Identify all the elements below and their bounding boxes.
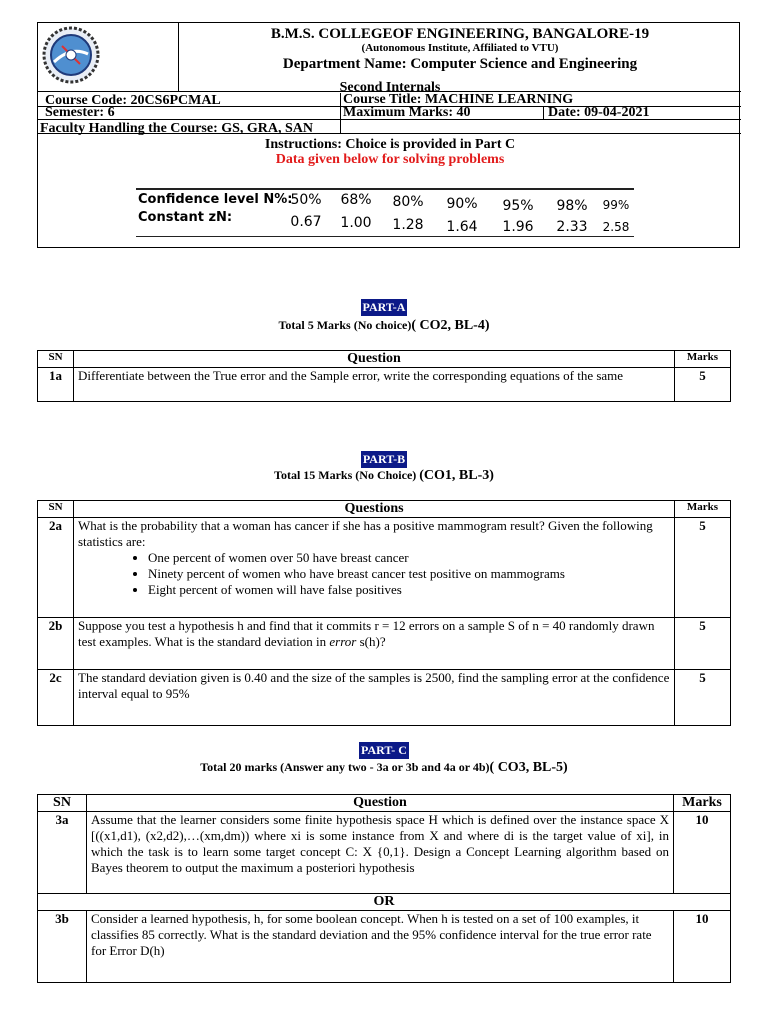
- question-text-part: Suppose you test a hypothesis h and find that it commits r = 12 errors on a sample S of n = 40 randomly drawn test examples. What is the standard deviation in: [78, 618, 655, 649]
- list-item: • Eight percent of women will have false positives: [148, 582, 670, 598]
- col-sn: SN: [38, 351, 74, 368]
- question-text: Consider a learned hypothesis, h, for some boolean concept. When h is tested on a set of 100 examples, it classifies 85 correctly. What is the standard deviation and the 95% confidence interval for the true error rate for Error D(h): [87, 911, 674, 983]
- list-item: • Ninety percent of women who have breast cancer test positive on mammograms: [148, 566, 670, 582]
- confidence-level: 68%: [340, 192, 372, 208]
- confidence-rule: [136, 188, 634, 190]
- table-row: [38, 368, 731, 402]
- question-number: 3b: [38, 911, 87, 983]
- col-sn: SN: [38, 501, 74, 518]
- table-row: [38, 670, 731, 726]
- faculty: Faculty Handling the Course: GS, GRA, SAN: [40, 121, 314, 136]
- question-cell: [74, 518, 675, 618]
- part-b-title-text: Total 15 Marks (No Choice): [274, 468, 417, 482]
- col-sn: SN: [38, 795, 87, 812]
- confidence-table: [136, 188, 636, 250]
- constant-value: 1.96: [502, 219, 534, 235]
- part-a-heading: [0, 298, 768, 316]
- question-marks: 5: [675, 368, 731, 402]
- part-c-tag: PART- C: [361, 743, 407, 757]
- question-marks: 10: [674, 812, 731, 894]
- constant-value: 1.28: [392, 217, 424, 233]
- college-logo: [42, 26, 100, 84]
- autonomous-line: (Autonomous Institute, Affiliated to VTU): [361, 42, 559, 54]
- col-question: Question: [74, 351, 675, 368]
- table-row: [38, 618, 731, 670]
- part-a-co: ( CO2, BL-4): [411, 318, 490, 333]
- part-c-heading: [0, 741, 768, 759]
- table-row: [38, 911, 731, 983]
- question-marks: 5: [675, 618, 731, 670]
- constant-value: 2.33: [556, 219, 588, 235]
- college-name: B.M.S. COLLEGEOF ENGINEERING, BANGALORE-19: [270, 26, 650, 42]
- part-c-table: [37, 794, 731, 983]
- course-code: Course Code: 20CS6PCMAL: [45, 93, 221, 108]
- confidence-level: 90%: [446, 196, 478, 212]
- confidence-level-label: Confidence level N%:: [138, 192, 293, 207]
- question-text-part: s(h)?: [356, 634, 386, 649]
- col-marks: Marks: [675, 351, 731, 368]
- question-number: 3a: [38, 812, 87, 894]
- question-text: Differentiate between the True error and the Sample error, write the corresponding equations of the same: [74, 368, 675, 402]
- part-a-table: [37, 350, 731, 402]
- exam-date: Date: 09-04-2021: [548, 105, 650, 120]
- confidence-level: 95%: [502, 198, 534, 214]
- course-title: Course Title: MACHINE LEARNING: [343, 92, 574, 107]
- department-name: Department Name: Computer Science and Engineering: [282, 56, 638, 72]
- constant-value: 1.00: [340, 215, 372, 231]
- or-row: [38, 894, 731, 911]
- col-questions: Questions: [74, 501, 675, 518]
- confidence-level: 99%: [602, 198, 630, 212]
- table-row: [38, 518, 731, 618]
- part-b-title: [0, 468, 768, 484]
- question-number: 2b: [38, 618, 74, 670]
- question-marks: 5: [675, 518, 731, 618]
- header-col-divider: [340, 93, 341, 133]
- constant-label: Constant zN:: [138, 210, 233, 225]
- logo-divider: [178, 23, 179, 91]
- exam-name: Second Internals: [339, 80, 441, 95]
- list-item: • One percent of women over 50 have breast cancer: [148, 550, 670, 566]
- constant-value: 0.67: [290, 214, 322, 230]
- statistics-list: [78, 550, 670, 598]
- part-a-title-text: Total 5 Marks (No choice): [278, 318, 412, 332]
- semester: Semester: 6: [45, 105, 115, 120]
- part-a-tag: PART-A: [362, 300, 406, 314]
- question-number: 2c: [38, 670, 74, 726]
- part-b-tag: PART-B: [362, 452, 406, 466]
- max-marks: Maximum Marks: 40: [343, 105, 471, 120]
- instructions: Instructions: Choice is provided in Part C: [264, 137, 516, 152]
- or-separator: OR: [38, 894, 731, 911]
- part-b-table: [37, 500, 731, 726]
- question-text: The standard deviation given is 0.40 and the size of the samples is 2500, find the sampling error at the confidence interval equal to 95%: [74, 670, 675, 726]
- part-c-title: [0, 760, 768, 776]
- col-marks: Marks: [675, 501, 731, 518]
- part-a-title: [0, 318, 768, 334]
- confidence-rule: [136, 236, 634, 237]
- question-text: Assume that the learner considers some finite hypothesis space H which is defined over the instance space X [((x1,d1), (x2,d2),…(xm,dm)) where xi is some instance from X and where di is the target value of xi], in which the task is to learn some target concept C: X {0,1}. Design a Concept Learning algorithm based on Bayes theorem to output the maximum a posteriori hypothesis: [87, 812, 674, 894]
- question-emphasis: error: [329, 634, 357, 649]
- question-marks: 10: [674, 911, 731, 983]
- confidence-level: 98%: [556, 198, 588, 214]
- data-note: Data given below for solving problems: [275, 152, 505, 167]
- part-c-title-text: Total 20 marks (Answer any two - 3a or 3b and 4a or 4b): [200, 760, 490, 774]
- question-number: 1a: [38, 368, 74, 402]
- confidence-level: 80%: [392, 194, 424, 210]
- constant-value: 1.64: [446, 219, 478, 235]
- col-marks: Marks: [674, 795, 731, 812]
- part-b-heading: [0, 450, 768, 468]
- part-c-co: ( CO3, BL-5): [489, 760, 568, 775]
- confidence-level: 50%: [290, 192, 322, 208]
- table-row: [38, 812, 731, 894]
- question-marks: 5: [675, 670, 731, 726]
- constant-value: 2.58: [602, 220, 630, 234]
- part-b-co: (CO1, BL-3): [419, 468, 494, 483]
- question-text: What is the probability that a woman has cancer if she has a positive mammogram result? Given the following statistics are:: [78, 518, 653, 549]
- question-text: [74, 618, 675, 670]
- col-question: Question: [87, 795, 674, 812]
- question-number: 2a: [38, 518, 74, 618]
